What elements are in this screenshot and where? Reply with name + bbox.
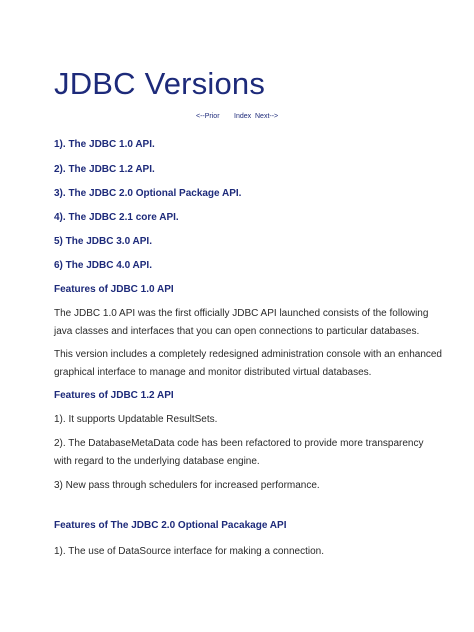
section-heading-jdbc-1-2: Features of JDBC 1.2 API [54, 390, 174, 401]
section-heading-jdbc-1-0: Features of JDBC 1.0 API [54, 284, 174, 295]
toc-item-jdbc-2-0-optional[interactable]: 3). The JDBC 2.0 Optional Package API. [54, 188, 242, 199]
paragraph-jdbc-1-2-metadata: 2). The DatabaseMetaData code has been refactored to provide more transparency with regard to the underlying database engine. [54, 438, 424, 467]
paragraph-jdbc-1-2-schedulers: 3) New pass through schedulers for increased performance. [54, 480, 320, 491]
paragraph-jdbc-1-2-resultsets: 1). It supports Updatable ResultSets. [54, 414, 218, 425]
paragraph-jdbc-1-0-console: This version includes a completely redesigned administration console with an enhanced graphical interface to manage and monitor distributed virtual databases. [54, 349, 442, 378]
index-link[interactable]: Index [234, 113, 252, 120]
paragraph-jdbc-2-0-datasource: 1). The use of DataSource interface for making a connection. [54, 546, 324, 557]
toc-item-jdbc-4-0[interactable]: 6) The JDBC 4.0 API. [54, 260, 152, 271]
toc-item-jdbc-1-0[interactable]: 1). The JDBC 1.0 API. [54, 139, 155, 150]
paragraph-jdbc-1-0-intro: The JDBC 1.0 API was the first officially JDBC API launched consists of the following java classes and interfaces that you can open connections to particular databases. [54, 308, 429, 337]
next-link[interactable]: Next--> [255, 113, 279, 120]
toc-item-jdbc-1-2[interactable]: 2). The JDBC 1.2 API. [54, 164, 155, 175]
section-heading-jdbc-2-0-optional: Features of The JDBC 2.0 Optional Pacakage API [54, 520, 287, 531]
page-navigation [0, 113, 474, 125]
page-title: JDBC Versions [54, 66, 266, 101]
toc-item-jdbc-2-1-core[interactable]: 4). The JDBC 2.1 core API. [54, 212, 179, 223]
toc-item-jdbc-3-0[interactable]: 5) The JDBC 3.0 API. [54, 236, 152, 247]
prior-link[interactable]: <--Prior [196, 113, 220, 120]
